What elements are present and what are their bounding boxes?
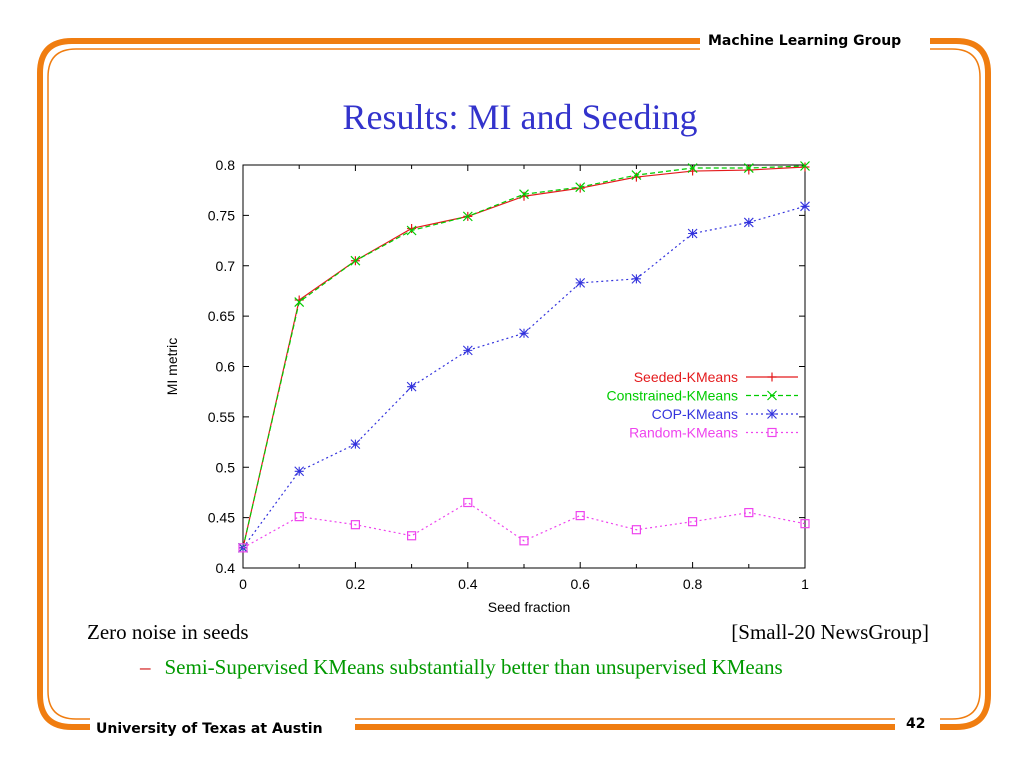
data-point-2 (801, 202, 810, 211)
data-point-3 (464, 499, 472, 507)
data-point-2 (576, 278, 585, 287)
data-point-0 (576, 184, 585, 193)
data-point-2 (351, 440, 360, 449)
x-tick-label: 0.2 (345, 576, 366, 592)
slide-title: Results: MI and Seeding (342, 97, 698, 137)
dataset-note: [Small-20 NewsGroup] (731, 620, 929, 644)
bullet-item (140, 655, 783, 680)
legend-label: Random-KMeans (629, 424, 738, 441)
legend-label: Constrained-KMeans (606, 387, 738, 404)
legend-marker (768, 373, 777, 382)
x-tick-label: 0.4 (458, 576, 478, 592)
x-tick-label: 0 (239, 576, 247, 592)
data-point-3 (745, 509, 753, 517)
legend-marker (768, 391, 777, 400)
data-point-0 (801, 163, 810, 172)
data-point-0 (744, 166, 753, 175)
y-tick-label: 0.5 (215, 459, 235, 476)
y-tick-label: 0.7 (215, 257, 235, 274)
x-tick-label: 0.8 (682, 576, 703, 592)
data-point-2 (407, 382, 416, 391)
data-point-0 (632, 173, 641, 182)
data-point-2 (744, 218, 753, 227)
noise-note: Zero noise in seeds (87, 620, 249, 644)
y-tick-label: 0.55 (207, 408, 235, 425)
legend-label: Seeded-KMeans (633, 369, 738, 385)
data-point-0 (407, 224, 416, 233)
legend-label: COP-KMeans (651, 406, 738, 422)
series-line-1 (243, 166, 805, 548)
y-tick-label: 0.65 (207, 308, 235, 325)
x-tick-label: 1 (801, 576, 809, 592)
bullet-text: Semi-Supervised KMeans substantially better than unsupervised KMeans (164, 655, 783, 679)
header-group-label: Machine Learning Group (702, 33, 907, 49)
x-tick-label: 0.6 (570, 576, 590, 592)
data-point-2 (520, 329, 529, 338)
mi-chart (150, 150, 830, 625)
y-tick-label: 0.6 (215, 358, 235, 375)
footer-university-label: University of Texas at Austin (90, 721, 329, 737)
data-point-3 (576, 512, 584, 520)
y-axis-label: MI metric (164, 337, 180, 396)
data-point-0 (520, 192, 529, 201)
y-tick-label: 0.4 (215, 560, 235, 576)
y-tick-label: 0.75 (207, 207, 235, 224)
plot-frame (243, 165, 805, 568)
data-point-2 (295, 467, 304, 476)
x-axis-label: Seed fraction (487, 599, 571, 615)
series-line-3 (243, 503, 805, 548)
y-tick-label: 0.45 (207, 509, 235, 526)
data-point-3 (295, 513, 303, 521)
bullet-dash: – (140, 655, 151, 679)
data-point-2 (632, 274, 641, 283)
y-tick-label: 0.8 (215, 157, 235, 173)
series-line-0 (243, 167, 805, 548)
data-point-2 (688, 229, 697, 238)
legend-marker (768, 410, 777, 419)
data-point-2 (463, 346, 472, 355)
page-number: 42 (900, 716, 931, 732)
